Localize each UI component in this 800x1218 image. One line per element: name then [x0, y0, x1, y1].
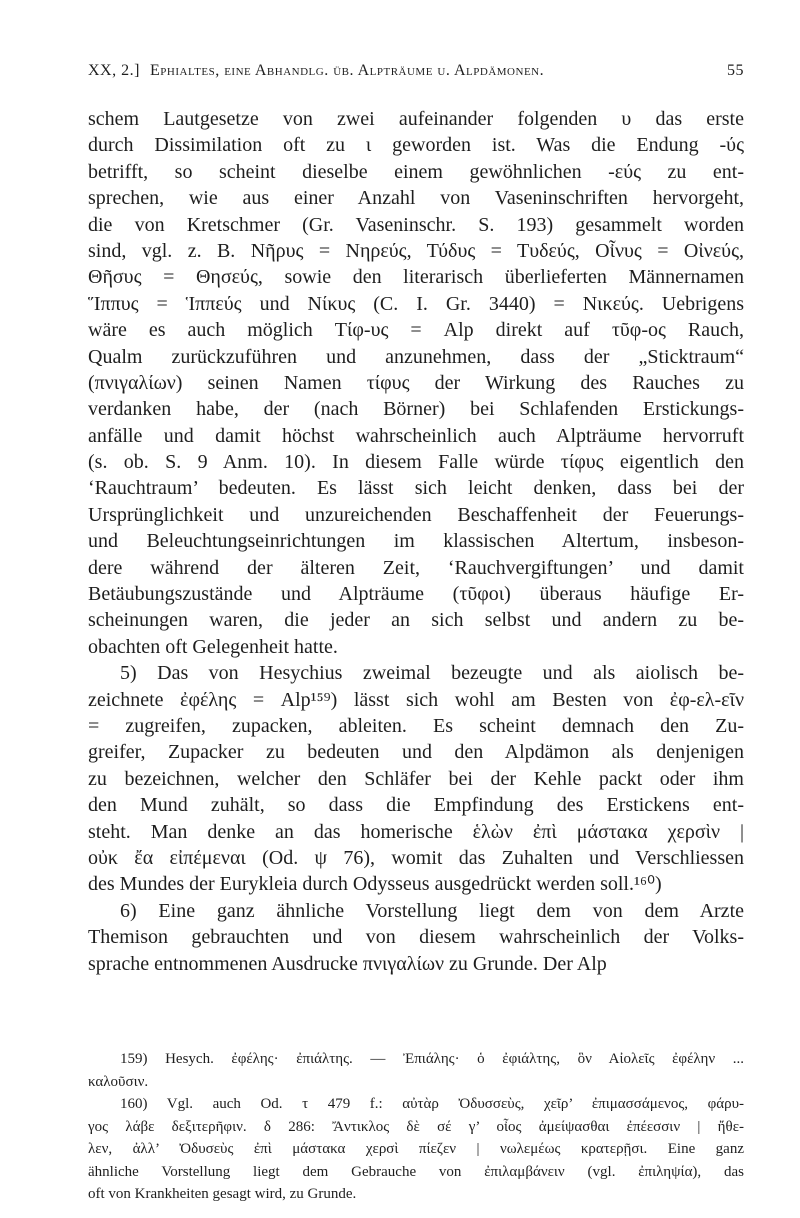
text-line: den Mund zuhält, so dass die Empfindung des Erstickens ent- — [88, 794, 744, 817]
text-line: ‘Rauchtraum’ bedeuten. Es lässt sich leicht denken, dass bei der — [88, 477, 744, 500]
text-line: durch Dissimilation oft zu ι geworden ist. Was die Endung -ύς — [88, 134, 744, 157]
footnote-line: 159) Hesych. ἐφέλης· ἐπιάλτης. — Ἐπιάλης· ὁ ἐφιάλτης, ὃν Αἰολεῖς ἐφέλην ... — [120, 1051, 744, 1067]
text-line: (s. ob. S. 9 Anm. 10). In diesem Falle würde τίφυς eigentlich den — [88, 451, 744, 474]
text-line: anfälle und damit höchst wahrscheinlich auch Alpträume hervorruft — [88, 424, 744, 447]
text-line: οὐκ ἔα εἰπέμεναι (Od. ψ 76), womit das Zuhalten und Verschliessen — [88, 846, 744, 869]
text-line: 5) Das von Hesychius zweimal bezeugte und als aiolisch be- — [120, 662, 744, 685]
footnote-line: καλοῦσιν. — [88, 1073, 149, 1090]
text-line: sprache entnommenen Ausdrucke πνιγαλίων zu Grunde. Der Alp — [88, 952, 607, 975]
footnote-line: γος λάβε δεξιτερῆφιν. δ 286: Ἄντικλος δὲ σέ γ’ οἶος ἀμείψασθαι ἐπέεσσιν | ἤθε- — [88, 1118, 744, 1135]
text-line: Qualm zurückzuführen und anzunehmen, dass der „Sticktraum“ — [88, 345, 744, 368]
text-line: sind, vgl. z. B. Νῆρυς = Νηρεύς, Τύδυς = Τυδεύς, Οἶνυς = Οἰνεύς, — [88, 239, 744, 262]
footnote-line: 160) Vgl. auch Od. τ 479 f.: αὐτὰρ Ὀδυσσεὺς, χεῖρ’ ἐπιμασσάμενος, φάρυ- — [120, 1096, 744, 1112]
text-line: verdanken habe, der (nach Börner) bei Schlafenden Erstickungs- — [88, 398, 744, 421]
footnote-line: λεν, ἀλλ’ Ὀδυσεὺς ἐπὶ μάστακα χερσὶ πίεζεν | νωλεμέως κρατερῇσι. Eine ganz — [88, 1141, 744, 1157]
footnote-line: ähnliche Vorstellung liegt dem Gebrauche von ἐπιλαμβάνειν (vgl. ἐπιληψία), das — [88, 1163, 744, 1180]
text-line: zu bezeichnen, welcher den Schläfer bei der Kehle packt oder ihm — [88, 767, 744, 790]
text-line: steht. Man denke an das homerische ἑλὼν ἐπὶ μάστακα χερσὶν | — [88, 820, 744, 843]
footnotes — [88, 1048, 744, 1206]
text-line: 6) Eine ganz ähnliche Vorstellung liegt dem von dem Arzte — [120, 899, 744, 922]
text-line: obachten oft Gelegenheit hatte. — [88, 635, 338, 658]
text-line: greifer, Zupacker zu bedeuten und den Alpdämon als denjenigen — [88, 741, 744, 764]
running-head — [88, 62, 744, 88]
text-line: dere während der älteren Zeit, ‘Rauchvergiftungen’ und damit — [88, 556, 744, 579]
text-line: betrifft, so scheint dieselbe einem gewöhnlichen -εύς zu ent- — [88, 160, 744, 183]
text-line: Betäubungszustände und Alpträume (τῦφοι) überaus häufige Er- — [88, 583, 744, 606]
text-line: scheinungen waren, die jeder an sich selbst und andern zu be- — [88, 609, 744, 632]
text-line: des Mundes der Eurykleia durch Odysseus ausgedrückt werden soll.¹⁶⁰) — [88, 873, 662, 896]
text-line: (πνιγαλίων) seinen Namen τίφυς der Wirkung des Rauches zu — [88, 371, 744, 394]
body-text — [88, 106, 744, 977]
text-line: zeichnete ἐφέλης = Alp¹⁵⁹) lässt sich wohl am Besten von ἐφ-ελ-εῖν — [88, 688, 744, 711]
text-line: Ἵππυς = Ἱππεύς und Νίκυς (C. I. Gr. 3440) = Νικεύς. Uebrigens — [88, 292, 744, 315]
page-number: 55 — [727, 62, 744, 79]
text-line: schem Lautgesetze von zwei aufeinander folgenden υ das erste — [88, 108, 744, 130]
text-line: Θῆσυς = Θησεύς, sowie den literarisch überlieferten Männernamen — [88, 266, 744, 289]
text-line: und Beleuchtungseinrichtungen im klassischen Altertum, insbeson- — [88, 530, 744, 553]
text-line: wäre es auch möglich Τίφ-υς = Alp direkt auf τῦφ-ος Rauch, — [88, 319, 744, 342]
footnote-line: oft von Krankheiten gesagt wird, zu Grunde. — [88, 1186, 357, 1202]
text-line: Ursprünglichkeit und unzureichenden Beschaffenheit der Feuerungs- — [88, 503, 744, 526]
volume-issue: XX, 2.] — [88, 62, 140, 79]
running-title: Ephialtes, eine Abhandlg. üb. Alpträume u. Alpdämonen. — [150, 62, 545, 79]
text-line: die von Kretschmer (Gr. Vaseninschr. S. 193) gesammelt worden — [88, 213, 744, 236]
text-line: = zugreifen, zupacken, ableiten. Es scheint demnach den Zu- — [88, 714, 744, 737]
text-line: sprechen, wie aus einer Anzahl von Vaseninschriften hervorgeht, — [88, 187, 744, 210]
text-line: Themison gebrauchten und von diesem wahrscheinlich der Volks- — [88, 926, 744, 949]
